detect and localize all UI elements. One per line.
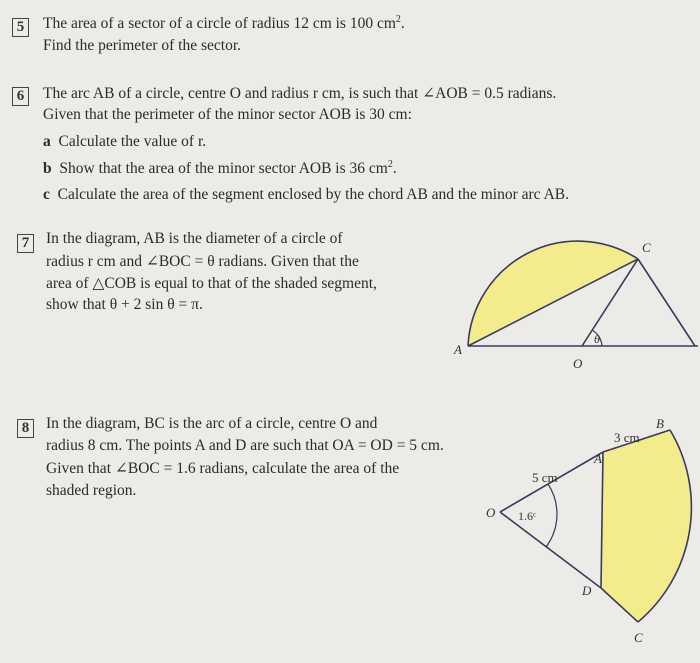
question-text: Given that the perimeter of the minor sector AOB is 30 cm: [43,106,412,123]
question-text: The area of a sector of a circle of radius 12 cm is 100 $cm^2$. [43,13,405,32]
label-theta: θ [594,332,600,346]
label-o: O [486,505,496,520]
question-text: show that θ + 2 sin θ = π. [46,296,203,313]
question-number: 6 [12,87,29,106]
diagram-8 [470,410,700,655]
question-number: 8 [17,419,34,438]
shaded-segment [468,241,638,346]
question-text: radius 8 cm. The points A and D are such that OA = OD = 5 cm. [46,437,444,454]
line-od [500,512,601,588]
diagram-7 [430,225,700,375]
label-o: O [573,356,583,371]
label-5cm: 5 cm [532,470,558,485]
part-a: a Calculate the value of r. [43,133,207,150]
question-text: Given that ∠BOC = 1.6 radians, calculate the area of the [46,460,400,477]
question-number: 7 [17,234,34,253]
part-b: b Show that the area of the minor sector AOB is 36 $cm^2$. [43,158,397,177]
label-c: C [634,630,643,645]
label-angle: 1.6ᶜ [518,509,537,523]
question-text: radius r cm and ∠BOC = θ radians. Given that the [46,253,359,270]
question-text: area of △COB is equal to that of the shaded segment, [46,275,377,292]
angle-mark [546,484,557,547]
label-a: A [594,451,602,466]
label-d: D [582,583,592,598]
label-3cm: 3 cm [614,430,640,445]
question-text: Find the perimeter of the sector. [43,37,241,54]
label-c: C [642,240,651,255]
part-c: c Calculate the area of the segment enclosed by the chord AB and the minor arc AB. [43,186,569,203]
question-text: shaded region. [46,482,137,499]
question-text: In the diagram, BC is the arc of a circle, centre O and [46,415,378,432]
question-number: 5 [12,18,29,37]
shaded-region [601,430,691,622]
label-a: A [454,342,462,357]
label-b: B [656,416,664,431]
question-text: In the diagram, AB is the diameter of a circle of [46,230,343,247]
chord-cb [638,259,695,346]
question-text: The arc AB of a circle, centre O and radius r cm, is such that ∠AOB = 0.5 radians. [43,85,557,102]
